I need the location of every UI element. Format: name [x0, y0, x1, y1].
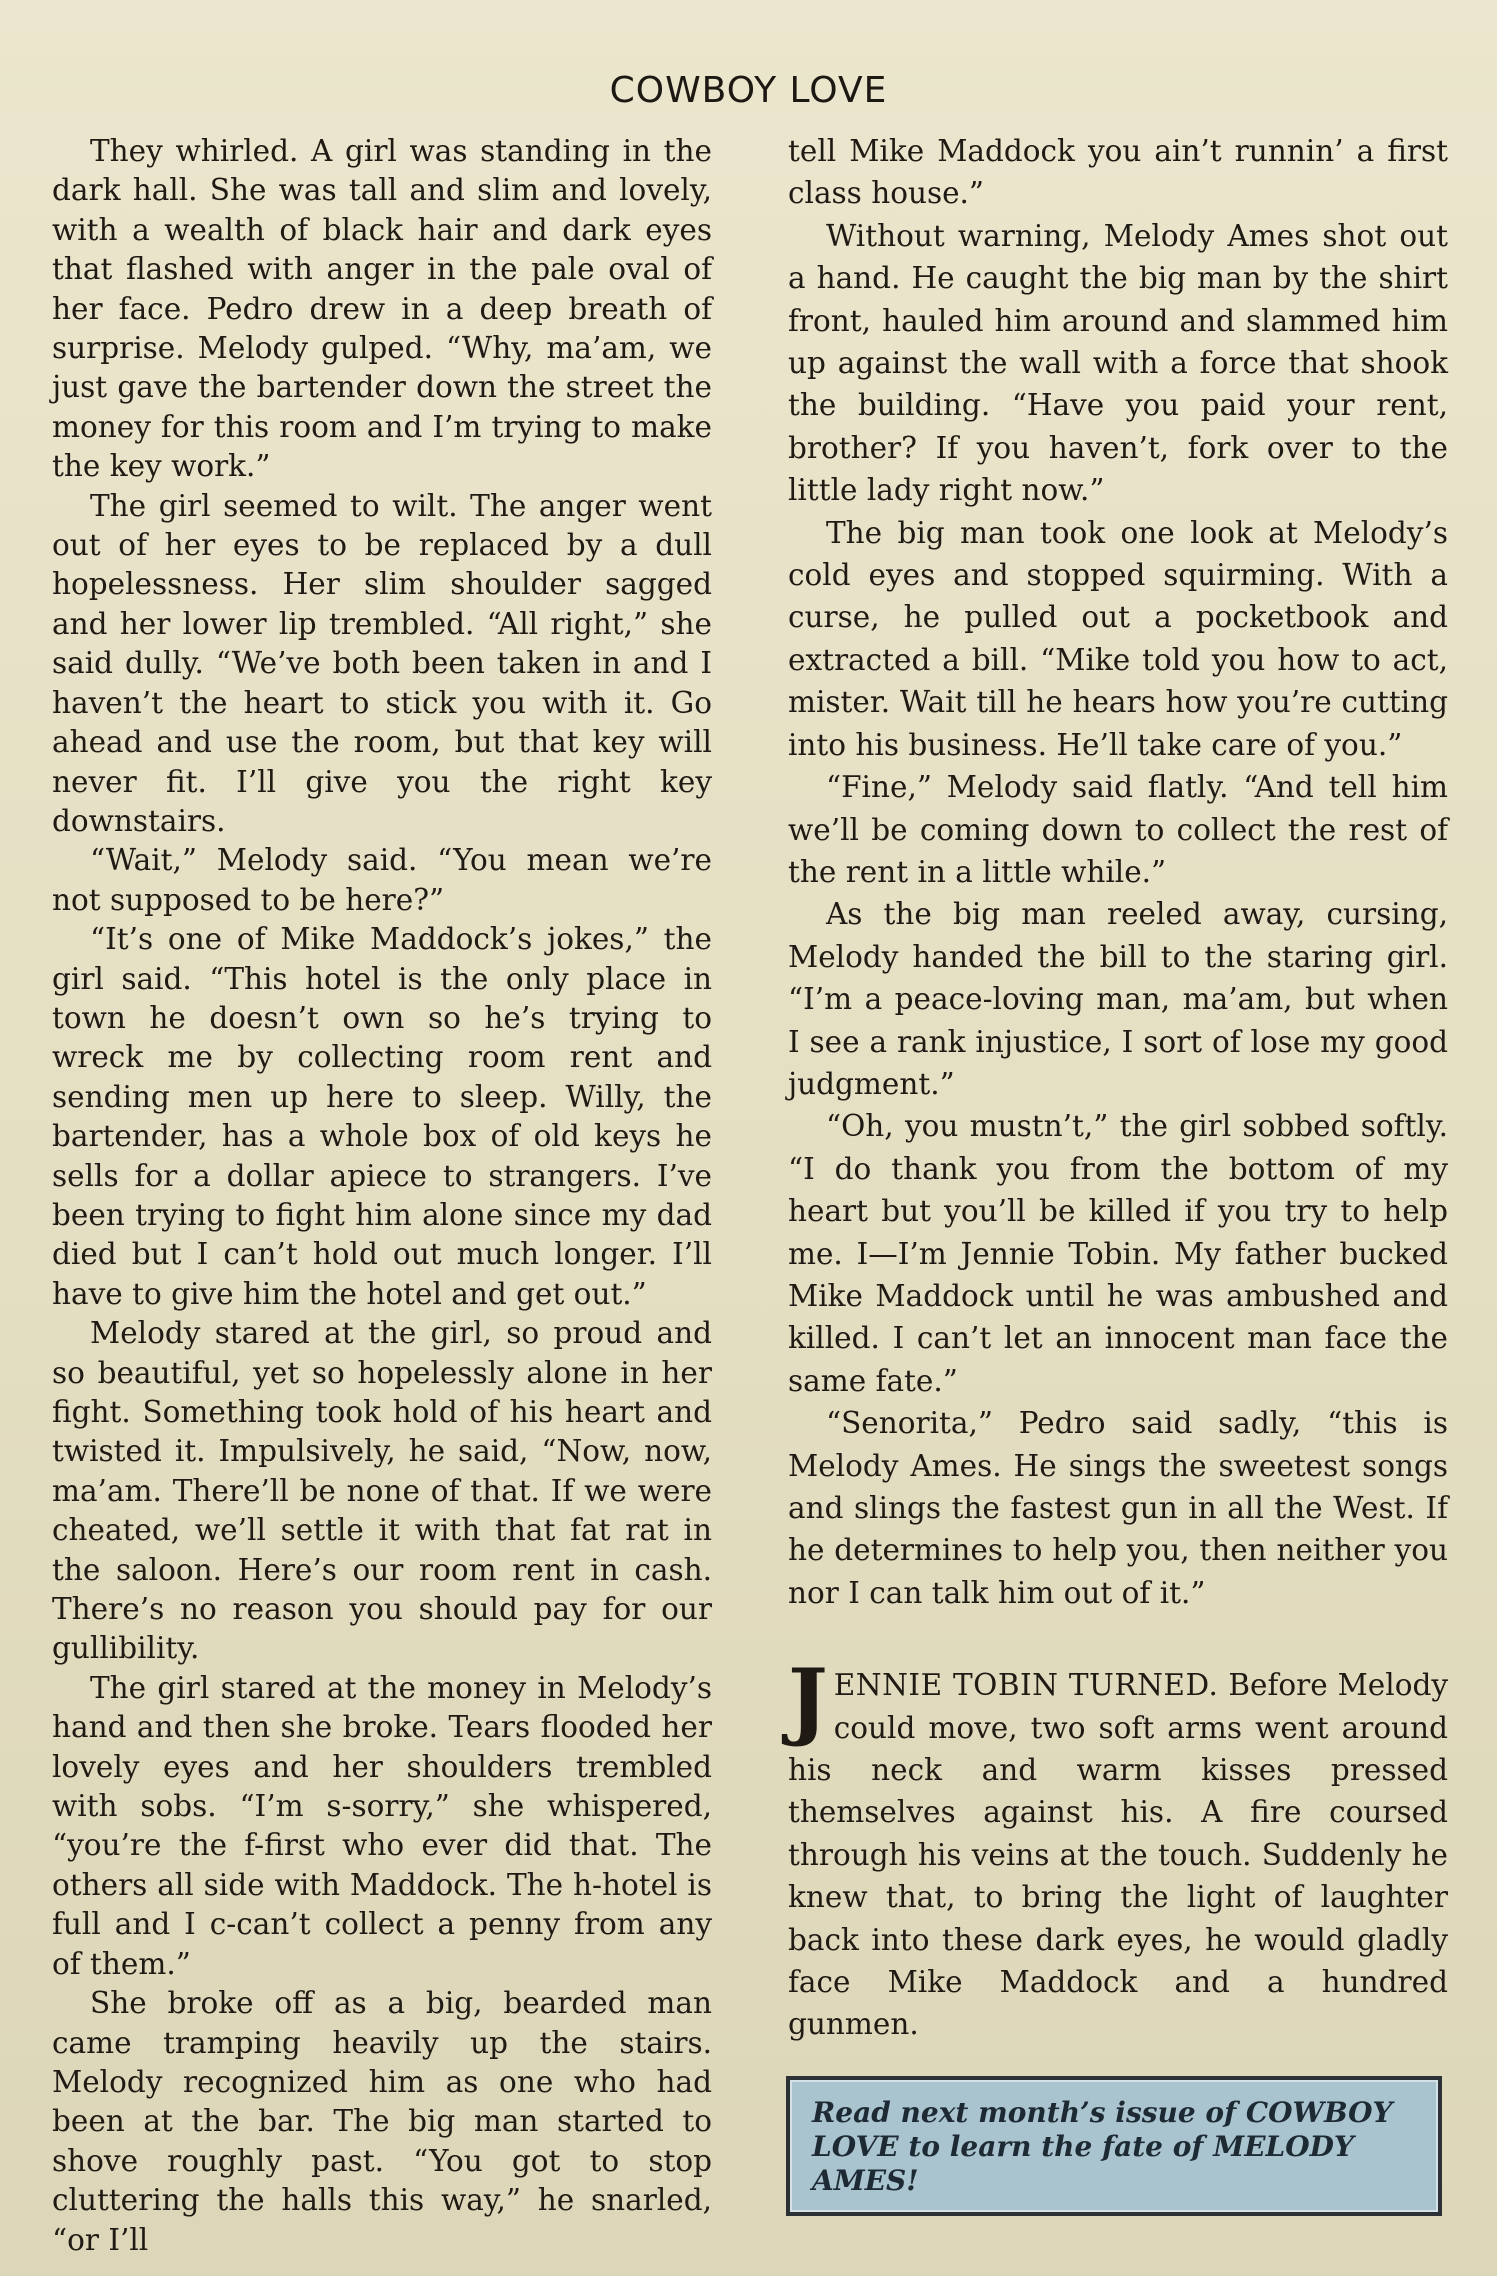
page-header: COWBOY LOVE — [609, 70, 888, 111]
paragraph: The big man took one look at Melody’s cold eyes and stopped squirming. With a curse, he pulled out a pocketbook and extracted a bill. “Mike told you how to act, mister. Wait till he hears how you’re cutting into his business. He’ll take care of you.” — [788, 515, 1448, 762]
paragraph: Without warning, Melody Ames shot out a hand. He caught the big man by the shirt front, hauled him around and slammed him up against the wall with a force that shook the building. “Have you paid your rent, brother? If you haven’t, fork over to the little lady right now.” — [788, 218, 1448, 508]
section-paragraph — [788, 1650, 1448, 2046]
section-break — [788, 1650, 1448, 2046]
paragraph: She broke off as a big, bearded man came tramping heavily up the stairs. Melody recognized him as one who had been at the bar. The big man started to shove roughly past. “You got to stop cluttering the halls this way,” he snarled, “or I’ll — [52, 1986, 712, 2257]
left-column — [52, 132, 712, 2260]
paragraph: “Senorita,” Pedro said sadly, “this is Melody Ames. He sings the sweetest songs and slings the fastest gun in all the West. If he determines to help you, then neither you nor I can talk him out of it.” — [788, 1406, 1448, 1610]
section-text: Before Melody could move, two soft arms went around his neck and warm kisses pressed themselves against his. A fire coursed through his veins at the touch. Suddenly he knew that, to bring the light of laughter back into these dark eyes, he would gladly face Mike Maddock and a hundred gunmen. — [788, 1668, 1448, 2042]
paragraph-continued: tell Mike Maddock you ain’t runnin’ a first class house.” — [788, 134, 1448, 211]
next-issue-box — [786, 2076, 1442, 2216]
paragraph: Melody stared at the girl, so proud and so beautiful, yet so hopelessly alone in her fight. Something took hold of his heart and twisted it. Impulsively, he said, “Now, now, ma’am. There’ll be none of that. If we were cheated, we’ll settle it with that fat rat in the saloon. Here’s our room rent in cash. There’s no reason you should pay for our gullibility. — [52, 1316, 712, 1666]
lead-caps: ENNIE TOBIN TURNED. — [833, 1668, 1219, 1703]
right-column — [788, 130, 1448, 2046]
paragraph: As the big man reeled away, cursing, Melody handed the bill to the staring girl. “I’m a peace-loving man, ma’am, but when I see a rank injustice, I sort of lose my good judgment.” — [788, 897, 1448, 1101]
drop-cap: J — [788, 1650, 828, 1750]
paragraph: The girl stared at the money in Melody’s hand and then she broke. Tears flooded her lovely eyes and her shoulders trembled with sobs. “I’m s-sorry,” she whispered, “you’re the f-first who ever did that. The others all side with Maddock. The h-hotel is full and I c-can’t collect a penny from any of them.” — [52, 1670, 712, 1981]
paragraph: The girl seemed to wilt. The anger went out of her eyes to be replaced by a dull hopelessness. Her slim shoulder sagged and her lower lip trembled. “All right,” she said dully. “We’ve both been taken in and I haven’t the heart to stick you with it. Go ahead and use the room, but that key will never fit. I’ll give you the right key downstairs. — [52, 488, 712, 838]
paragraph: “Fine,” Melody said flatly. “And tell him we’ll be coming down to collect the rest of the rent in a little while.” — [788, 770, 1448, 889]
paragraph: “Oh, you mustn’t,” the girl sobbed softly. “I do thank you from the bottom of my heart but you’ll be killed if you try to help me. I—I’m Jennie Tobin. My father bucked Mike Maddock until he was ambushed and killed. I can’t let an innocent man face the same fate.” — [788, 1109, 1448, 1398]
paragraph: “It’s one of Mike Maddock’s jokes,” the girl said. “This hotel is the only place in town he doesn’t own so he’s trying to wreck me by collecting room rent and sending men up here to sleep. Willy, the bartender, has a whole box of old keys he sells for a dollar apiece to strangers. I’ve been trying to fight him alone since my dad died but I can’t hold out much longer. I’ll have to give him the hotel and get out.” — [52, 922, 712, 1311]
paragraph: They whirled. A girl was standing in the dark hall. She was tall and slim and lovely, with a wealth of black hair and dark eyes that flashed with anger in the pale oval of her face. Pedro drew in a deep breath of surprise. Melody gulped. “Why, ma’am, we just gave the bartender down the street the money for this room and I’m trying to make the key work.” — [52, 134, 712, 484]
paragraph: “Wait,” Melody said. “You mean we’re not supposed to be here?” — [52, 843, 712, 917]
next-issue-text: Read next month’s issue of COWBOY LOVE to learn the fate of MELODY AMES! — [812, 2096, 1393, 2197]
